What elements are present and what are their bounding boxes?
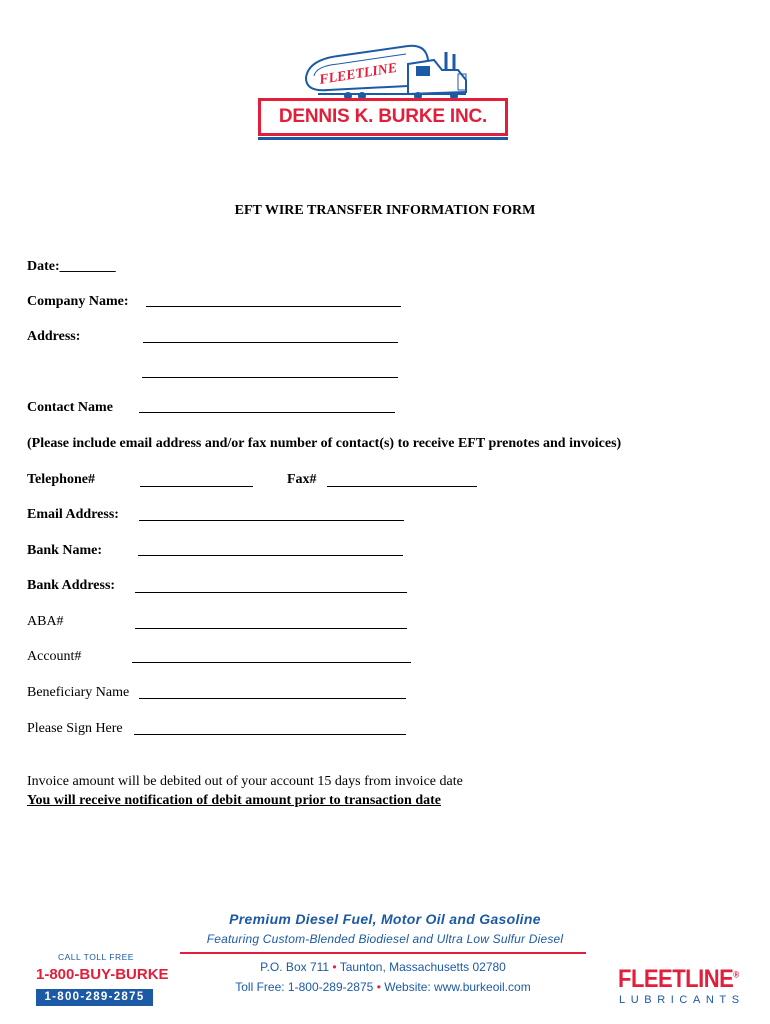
footer-divider bbox=[180, 952, 586, 954]
lubricants-label: LUBRICANTS bbox=[619, 994, 745, 1006]
contact-name-field[interactable] bbox=[139, 412, 395, 413]
telephone-label: Telephone# bbox=[27, 472, 95, 487]
call-toll-free-label: CALL TOLL FREE bbox=[58, 952, 134, 962]
separator-dot: • bbox=[376, 980, 381, 994]
fax-label: Fax# bbox=[287, 472, 317, 487]
footer-address bbox=[180, 960, 586, 974]
fax-field[interactable] bbox=[327, 486, 477, 487]
signature-label: Please Sign Here bbox=[27, 721, 123, 736]
city-state: Taunton, Massachusetts 02780 bbox=[339, 960, 506, 974]
aba-field[interactable] bbox=[135, 628, 407, 629]
email-address-label: Email Address: bbox=[27, 507, 119, 522]
svg-text:FLEETLINE: FLEETLINE bbox=[318, 60, 399, 88]
banner-underline bbox=[258, 137, 508, 140]
debit-notice: Invoice amount will be debited out of your account 15 days from invoice date bbox=[27, 774, 463, 789]
beneficiary-name-field[interactable] bbox=[139, 698, 406, 699]
buy-burke-number: 1-800-BUY-BURKE bbox=[36, 966, 169, 983]
company-name-banner: DENNIS K. BURKE INC. bbox=[258, 98, 508, 136]
separator-dot: • bbox=[332, 960, 337, 974]
footer-tagline: Premium Diesel Fuel, Motor Oil and Gasoline bbox=[229, 911, 541, 927]
website-link[interactable]: Website: www.burkeoil.com bbox=[384, 980, 531, 994]
po-box: P.O. Box 711 bbox=[260, 960, 330, 974]
footer-subtagline: Featuring Custom-Blended Biodiesel and Ultra Low Sulfur Diesel bbox=[206, 932, 564, 946]
form-title: EFT WIRE TRANSFER INFORMATION FORM bbox=[234, 203, 536, 218]
bank-address-label: Bank Address: bbox=[27, 578, 116, 593]
beneficiary-name-label: Beneficiary Name bbox=[27, 685, 130, 700]
contact-name-label: Contact Name bbox=[27, 400, 113, 415]
bank-address-field[interactable] bbox=[135, 592, 407, 593]
address-field-line2[interactable] bbox=[142, 377, 398, 378]
company-name-field[interactable] bbox=[146, 306, 401, 307]
footer-contact bbox=[180, 980, 586, 994]
address-field-line1[interactable] bbox=[143, 342, 398, 343]
date-label: Date:________ bbox=[27, 259, 116, 274]
notification-notice: You will receive notification of debit amount prior to transaction date bbox=[27, 793, 442, 808]
address-label: Address: bbox=[27, 329, 81, 344]
bank-name-field[interactable] bbox=[138, 555, 403, 556]
telephone-field[interactable] bbox=[140, 486, 253, 487]
contact-note: (Please include email address and/or fax number of contact(s) to receive EFT prenotes and invoices) bbox=[27, 436, 622, 451]
phone-number-badge: 1-800-289-2875 bbox=[36, 989, 153, 1006]
fleetline-logo bbox=[618, 964, 739, 994]
aba-label: ABA# bbox=[27, 614, 64, 629]
email-address-field[interactable] bbox=[139, 520, 404, 521]
account-field[interactable] bbox=[132, 662, 411, 663]
signature-field[interactable] bbox=[134, 734, 406, 735]
company-name-label: Company Name: bbox=[27, 294, 129, 309]
fleetline-brand: FLEETLINE bbox=[618, 964, 734, 993]
bank-name-label: Bank Name: bbox=[27, 543, 103, 558]
account-label: Account# bbox=[27, 649, 82, 664]
toll-free-number: Toll Free: 1-800-289-2875 bbox=[235, 980, 374, 994]
registered-mark: ® bbox=[733, 969, 739, 980]
